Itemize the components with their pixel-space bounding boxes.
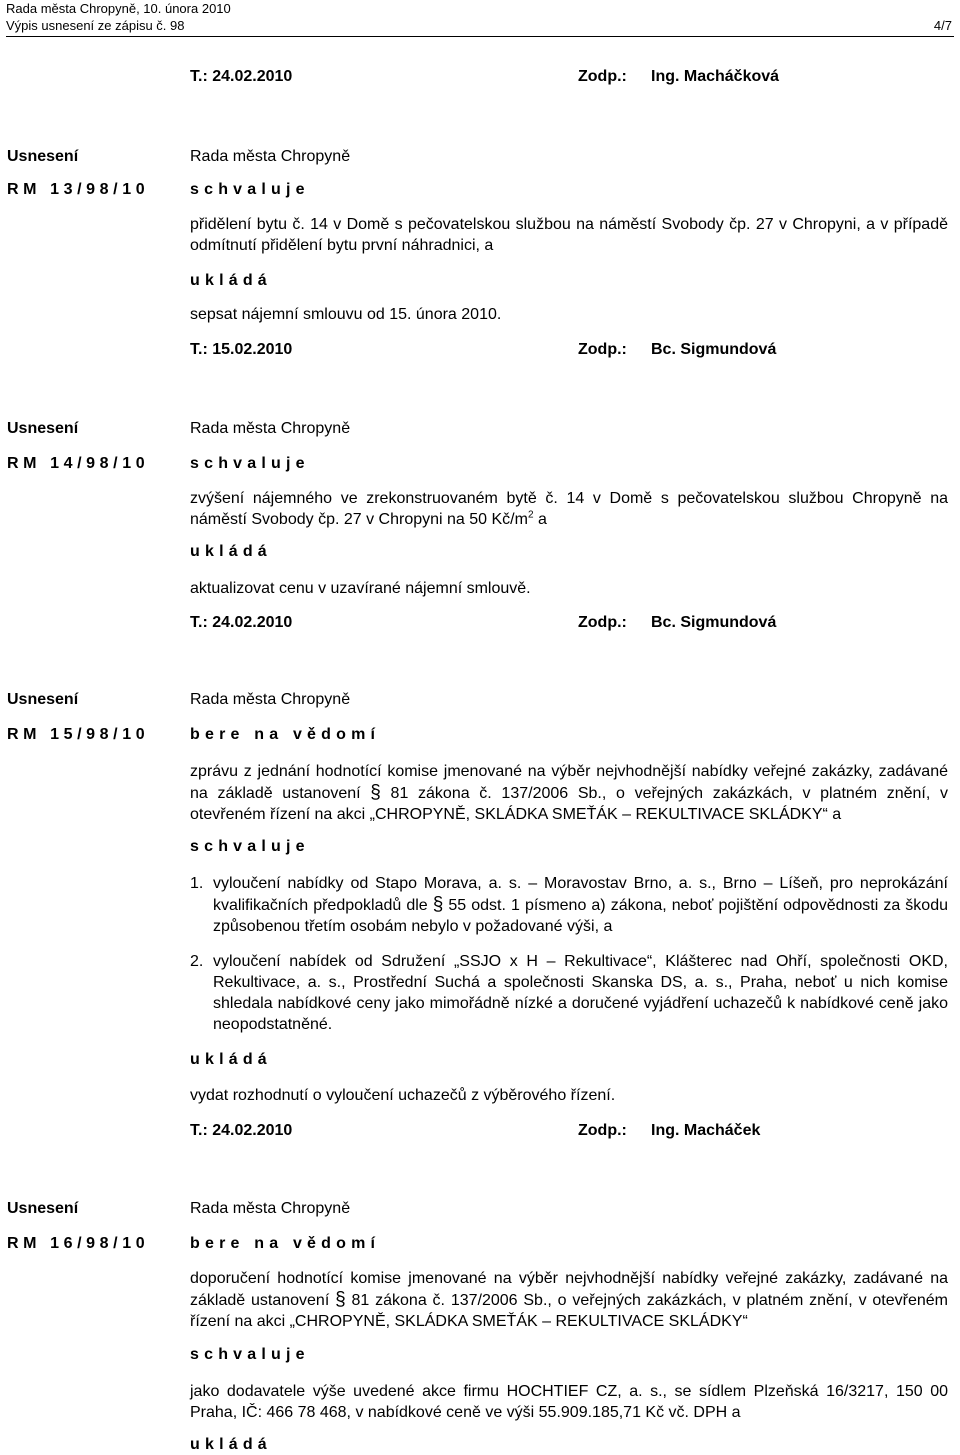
resolution-verb: schvaluje xyxy=(190,181,310,198)
resolution-label: Usnesení xyxy=(7,1200,79,1217)
resolution-verb: bere na vědomí xyxy=(190,726,381,743)
resolution-verb: schvaluje xyxy=(190,1346,310,1363)
resolution-text: jako dodavatele výše uvedené akce firmu HOCHTIEF CZ, a. s., se sídlem Plzeňská 16/3217, 150 00 Praha, IČ: 466 78 468, v nabídkové ceně ve výši 55.909.185,71 Kč vč. DPH a xyxy=(190,1383,948,1421)
resolution-verb: schvaluje xyxy=(190,455,310,472)
resolution-text: doporučení hodnotící komise jmenované na výběr nejvhodnější nabídky veřejné zakázky, zadávané na základě ustanovení § 81 zákona č. 137/2006 Sb., o veřejných zakázkách, v platném znění, v otevřeném řízení na akci „CHROPYNĚ, SKLÁDKA SMEŤÁK – REKULTIVACE SKLÁDKY“ xyxy=(190,1270,948,1330)
resolution-number: RM 13/98/10 xyxy=(7,181,150,198)
resolution-verb: bere na vědomí xyxy=(190,1235,381,1252)
resolution-verb: ukládá xyxy=(190,1436,272,1453)
deadline-date: T.: 24.02.2010 xyxy=(190,1122,293,1139)
resolution-text: vydat rozhodnutí o vyloučení uchazečů z výběrového řízení. xyxy=(190,1087,616,1104)
resolution-verb: ukládá xyxy=(190,543,272,560)
resolution-number: RM 15/98/10 xyxy=(7,726,150,743)
resolution-number: RM 16/98/10 xyxy=(7,1235,150,1252)
resolution-text: zvýšení nájemného ve zrekonstruovaném bytě č. 14 v Domě s pečovatelskou službou Chropyně na náměstí Svobody čp. 27 v Chropyni na 50 $Kč/m^2$ a xyxy=(190,490,948,528)
responsible-label: Zodp.: xyxy=(578,1122,627,1139)
resolution-label: Usnesení xyxy=(7,691,79,708)
resolution-text: zprávu z jednání hodnotící komise jmenované na výběr nejvhodnější nabídky veřejné zakázky, zadávané na základě ustanovení § 81 zákona č. 137/2006 Sb., o veřejných zakázkách, v platném znění, v otevřeném řízení na akci „CHROPYNĚ, SKLÁDKA SMEŤÁK – REKULTIVACE SKLÁDKY“ a xyxy=(190,763,949,823)
resolution-number: RM 14/98/10 xyxy=(7,455,150,472)
resolution-verb: ukládá xyxy=(190,1051,272,1068)
resolution-body: Rada města Chropyně xyxy=(190,691,351,708)
responsible-name: Ing. Macháčková xyxy=(651,68,780,85)
responsible-name: Bc. Sigmundová xyxy=(651,341,777,358)
resolution-body: Rada města Chropyně xyxy=(190,148,351,165)
header-subtitle: Výpis usnesení ze zápisu č. 98 xyxy=(6,18,185,33)
list-item: 1. vyloučení nabídky od Stapo Morava, a. s. – Moravostav Brno, a. s., Brno – Líšeň, pro neprokázání kvalifikačních předpokladů dle § 55 odst. 1 písmeno a) zákona, neboť pojištění odpovědnosti za škodu způsobenou třetím osobám nebylo v požadované výši, a xyxy=(190,875,949,935)
page-number: 4/7 xyxy=(933,18,952,33)
resolution-body: Rada města Chropyně xyxy=(190,420,351,437)
deadline-date: T.: 24.02.2010 xyxy=(190,68,293,85)
resolution-text: aktualizovat cenu v uzavírané nájemní smlouvě. xyxy=(190,580,531,597)
page-header xyxy=(6,0,954,37)
responsible-name: Bc. Sigmundová xyxy=(651,614,777,631)
responsible-label: Zodp.: xyxy=(578,614,627,631)
header-title: Rada města Chropyně, 10. února 2010 xyxy=(6,1,231,16)
responsible-label: Zodp.: xyxy=(578,341,627,358)
list-item: 2. vyloučení nabídek od Sdružení „SSJO x H – Rekultivace“, Klášterec nad Ohří, společnosti OKD, Rekultivace, a. s., Prostřední Suchá a společnosti Skanska DS, a. s., Praha, neboť u nich komise shledala nabídkové ceny jako mimořádně nízké a doručené vyjádření uchazečů k nabídkové ceně jako neopodstatněné. xyxy=(190,953,948,1033)
resolution-body: Rada města Chropyně xyxy=(190,1200,351,1217)
resolution-label: Usnesení xyxy=(7,148,79,165)
deadline-date: T.: 15.02.2010 xyxy=(190,341,293,358)
resolution-text: sepsat nájemní smlouvu od 15. února 2010. xyxy=(190,306,502,323)
resolution-label: Usnesení xyxy=(7,420,79,437)
resolution-verb: ukládá xyxy=(190,272,272,289)
resolution-text: přidělení bytu č. 14 v Domě s pečovatelskou službou na náměstí Svobody čp. 27 v Chropyni, a v případě odmítnutí přidělení bytu první náhradnici, a xyxy=(190,216,948,254)
responsible-label: Zodp.: xyxy=(578,68,627,85)
resolution-verb: schvaluje xyxy=(190,838,310,855)
deadline-date: T.: 24.02.2010 xyxy=(190,614,293,631)
responsible-name: Ing. Macháček xyxy=(651,1122,761,1139)
